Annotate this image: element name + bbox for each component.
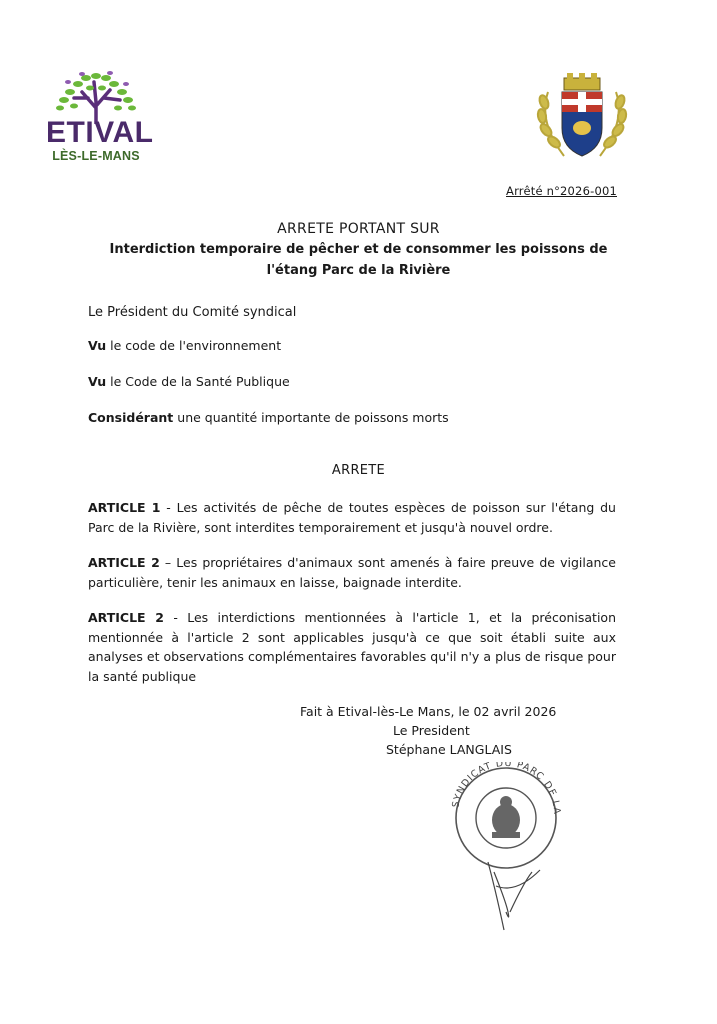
article-text: - Les interdictions mentionnées à l'article 1, et la préconisation mentionnée à l'article 2 sont applicables jusqu'à ce que soit établi suite aux analyses et observations complémentaires favorables qu'il n'y a plus de risque pour la santé publique (88, 610, 616, 684)
article-label: ARTICLE 2 (88, 555, 160, 570)
logo-sub-text: LÈS-LE-MANS (52, 149, 140, 163)
logo-main-text: ETIVAL (46, 116, 154, 149)
arrete-heading: ARRETE (331, 463, 386, 478)
article-text: – Les propriétaires d'animaux sont amenés à faire preuve de vigilance particulière, tenir les animaux en laisse, baignade interdite. (88, 555, 616, 590)
considerant-label: Considérant (88, 410, 174, 425)
article-2-bis (88, 608, 616, 686)
article-text: - Les activités de pêche de toutes espèces de poisson sur l'étang du Parc de la Rivière, sont interdites temporairement et jusqu'à nouvel ordre. (88, 500, 616, 535)
president-line: Le Président du Comité syndical (88, 305, 297, 320)
arrete-reference: Arrêté n°2026-001 (506, 184, 617, 198)
vu-health-line (88, 374, 290, 389)
considerant-line (88, 410, 449, 425)
logo-wordmark (46, 116, 154, 164)
signatory-role: Le President (393, 723, 470, 738)
place-date: Fait à Etival-lès-Le Mans, le 02 avril 2026 (300, 704, 557, 719)
coat-of-arms-icon (534, 72, 630, 164)
considerant-text: une quantité importante de poissons morts (173, 410, 449, 425)
stamp-arc-text: SYNDICAT DU PARC DE LA (450, 762, 563, 816)
vu-label: Vu (88, 374, 107, 389)
etival-logo (44, 68, 154, 172)
official-stamp-icon (436, 762, 576, 942)
article-label: ARTICLE 2 (88, 610, 165, 625)
signatory-name: Stéphane LANGLAIS (386, 742, 512, 757)
article-label: ARTICLE 1 (88, 500, 161, 515)
title-line-2: Interdiction temporaire de pêcher et de consommer les poissons de (109, 242, 608, 257)
title-line-3: l'étang Parc de la Rivière (266, 263, 451, 278)
title-line-1: ARRETE PORTANT SUR (277, 221, 440, 237)
article-1 (88, 498, 616, 537)
vu-text: le Code de la Santé Publique (106, 374, 290, 389)
vu-label: Vu (88, 338, 107, 353)
article-2 (88, 553, 616, 592)
vu-environment-line (88, 338, 281, 353)
vu-text: le code de l'environnement (106, 338, 282, 353)
